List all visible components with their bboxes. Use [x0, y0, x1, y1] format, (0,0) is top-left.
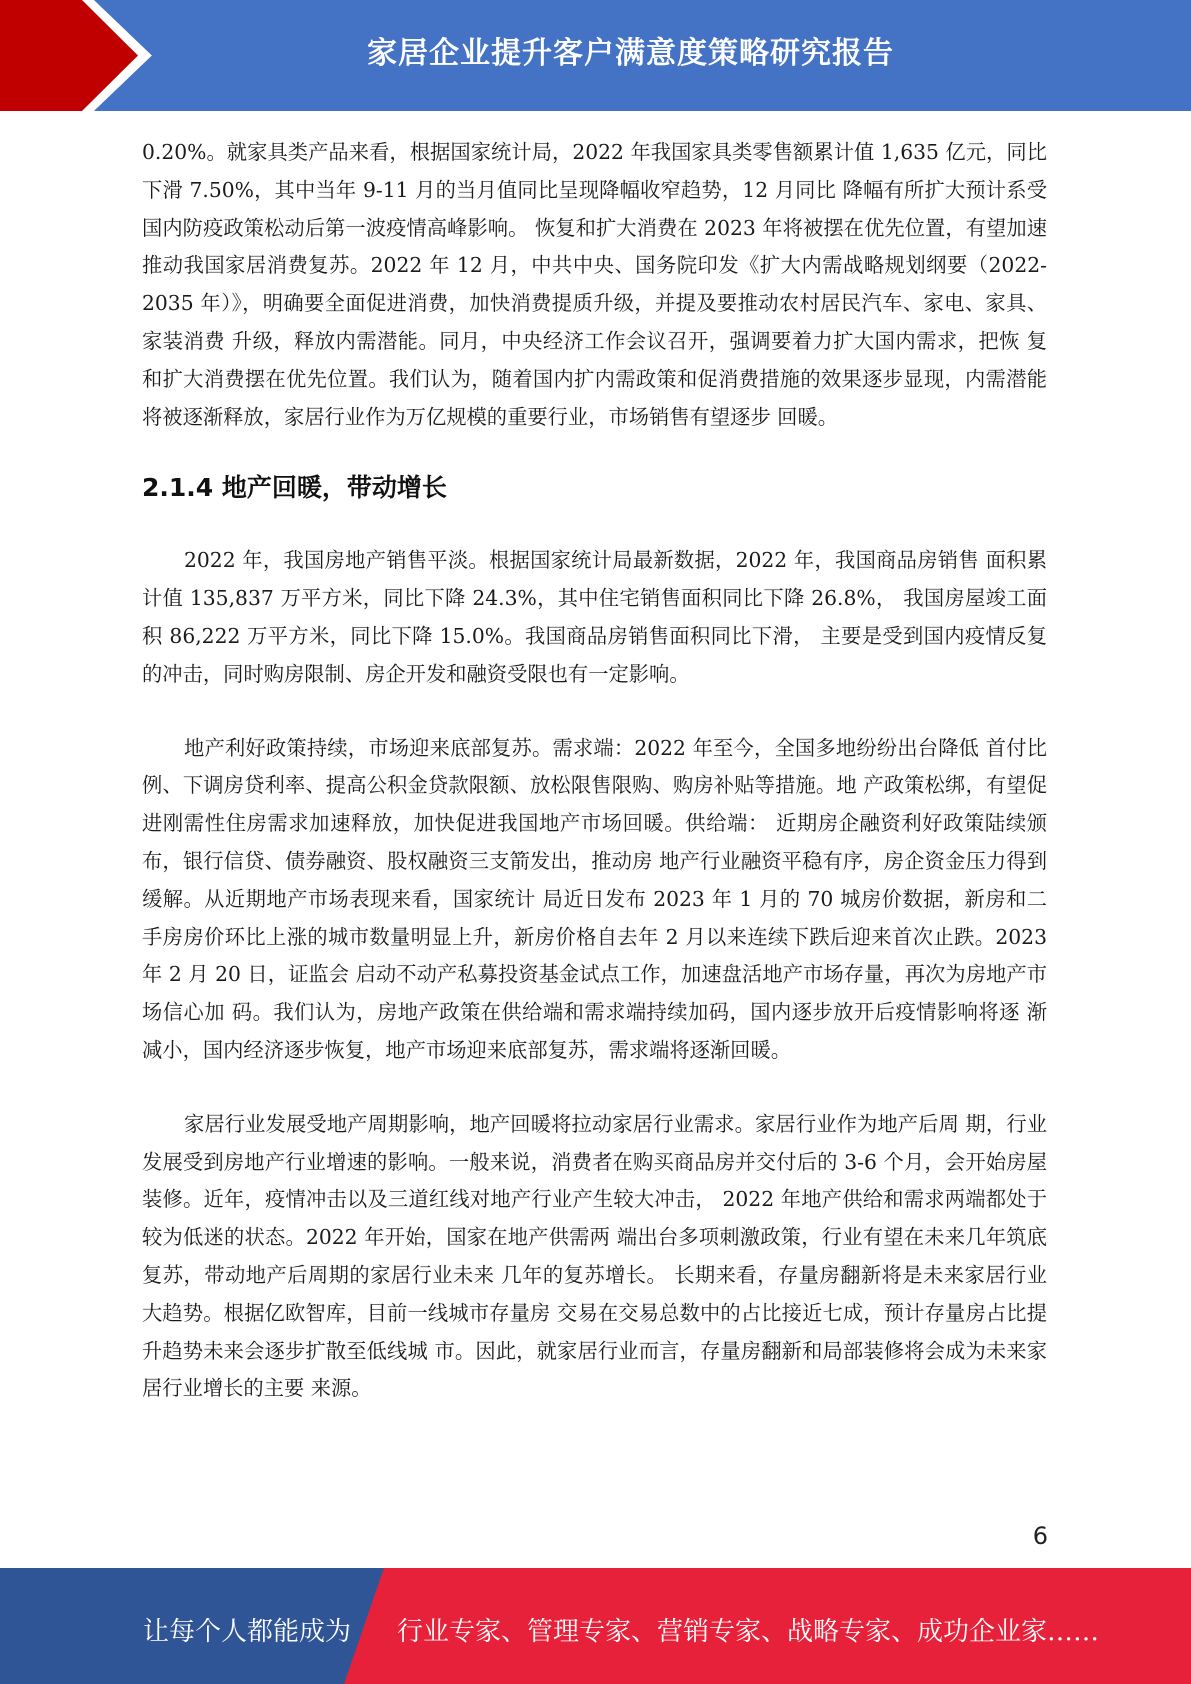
page-content — [142, 134, 1047, 1408]
page-number: 6 — [1032, 1522, 1048, 1550]
paragraph-intro: 0.20%。就家具类产品来看，根据国家统计局，2022 年我国家具类零售额累计值 1,635 亿元，同比下滑 7.50%，其中当年 9-11 月的当月值同比呈现降幅收窄趋势，12 月同比 降幅有所扩大预计系受国内防疫政策松动后第一波疫情高峰影响。 恢复和扩大消费在 2023 年将被摆在优先位置，有望加速推动我国家居消费复苏。2022 年 12 月，中共中央、国务院印发《扩大内需战略规划纲要（2022-2035 年）》，明确要全面促进消费，加快消费提质升级，并提及要推动农村居民汽车、家电、家具、家装消费 升级，释放内需潜能。同月，中央经济工作会议召开，强调要着力扩大国内需求，把恢 复和扩大消费摆在优先位置。我们认为，随着国内扩内需政策和促消费措施的效果逐步显现，内需潜能将被逐渐释放，家居行业作为万亿规模的重要行业，市场销售有望逐步 回暖。 — [142, 140, 1047, 429]
document-title: 家居企业提升客户满意度策略研究报告 — [367, 36, 894, 71]
paragraph-policy-recovery: 地产利好政策持续，市场迎来底部复苏。需求端：2022 年至今，全国多地纷纷出台降低 首付比例、下调房贷利率、提高公积金贷款限额、放松限售限购、购房补贴等措施。地 产政策松绑，有望促进刚需性住房需求加速释放，加快促进我国地产市场回暖。供给端： 近期房企融资利好政策陆续颁布，银行信贷、债券融资、股权融资三支箭发出，推动房 地产行业融资平稳有序，房企资金压力得到缓解。从近期地产市场表现来看，国家统计 局近日发布 2023 年 1 月的 70 城房价数据，新房和二手房房价环比上涨的城市数量明显上升，新房价格自去年 2 月以来连续下跌后迎来首次止跌。2023 年 2 月 20 日，证监会 启动不动产私募投资基金试点工作，加速盘活地产市场存量，再次为房地产市场信心加 码。我们认为，房地产政策在供给端和需求端持续加码，国内逐步放开后疫情影响将逐 渐减小，国内经济逐步恢复，地产市场迎来底部复苏，需求端将逐渐回暖。 — [142, 735, 1047, 1062]
paragraph-real-estate-sales: 2022 年，我国房地产销售平淡。根据国家统计局最新数据，2022 年，我国商品房销售 面积累计值 135,837 万平方米，同比下降 24.3%，其中住宅销售面积同比下降 26.8%， 我国房屋竣工面积 86,222 万平方米，同比下降 15.0%。我国商品房销售面积同比下滑， 主要是受到国内疫情反复的冲击，同时购房限制、房企开发和融资受限也有一定影响。 — [142, 548, 1047, 686]
footer-slogan-left: 让每个人都能成为 — [143, 1617, 352, 1647]
paragraph-home-industry-demand: 家居行业发展受地产周期影响，地产回暖将拉动家居行业需求。家居行业作为地产后周 期，行业发展受到房地产行业增速的影响。一般来说，消费者在购买商品房并交付后的 3-6 个月，会开始房屋装修。近年，疫情冲击以及三道红线对地产行业产生较大冲击， 2022 年地产供给和需求两端都处于较为低迷的状态。2022 年开始，国家在地产供需两 端出台多项刺激政策，行业有望在未来几年筑底复苏，带动地产后周期的家居行业未来 几年的复苏增长。 长期来看，存量房翻新将是未来家居行业大趋势。根据亿欧智库，目前一线城市存量房 交易在交易总数中的占比接近七成，预计存量房占比提升趋势未来会逐步扩散至低线城 市。因此，就家居行业而言，存量房翻新和局部装修将会成为未来家居行业增长的主要 来源。 — [142, 1111, 1047, 1401]
footer-slogan-right: 行业专家、管理专家、营销专家、战略专家、成功企业家…… — [397, 1617, 1100, 1647]
page-header — [0, 0, 1191, 111]
section-heading: 2.1.4 地产回暖，带动增长 — [142, 473, 447, 503]
page-footer — [0, 1568, 1191, 1684]
header-arrow-graphic — [0, 0, 170, 111]
